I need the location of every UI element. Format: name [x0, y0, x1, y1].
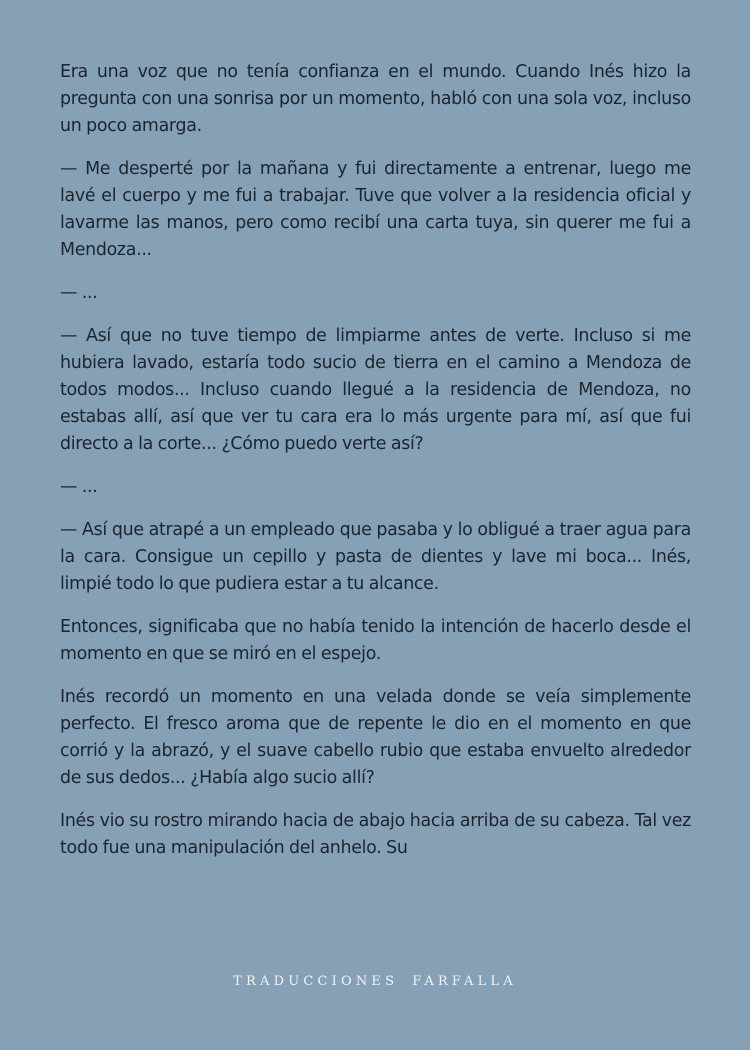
page-footer	[0, 974, 750, 989]
footer-brand-word-1: TRADUCCIONES	[233, 974, 399, 989]
paragraph-6-dialogue: — Así que atrapé a un empleado que pasaba y lo obligué a traer agua para la cara. Consigue un cepillo y pasta de dientes y lave mi boca... Inés, limpié todo lo que pudiera estar a tu alcance.	[60, 520, 691, 594]
paragraph-8: Inés recordó un momento en una velada donde se veía simplemente perfecto. El fresco aroma que de repente le dio en el momento en que corrió y la abrazó, y el suave cabello rubio que estaba envuelto alrededor de sus dedos... ¿Había algo sucio allí?	[60, 687, 691, 788]
paragraph-9-continued: Inés vio su rostro mirando hacia de abajo hacia arriba de su cabeza. Tal vez todo fue una manipulación del anhelo. Su	[60, 811, 691, 858]
paragraph-3-dialogue: — ...	[60, 283, 98, 303]
paragraph-4-dialogue: — Así que no tuve tiempo de limpiarme antes de verte. Incluso si me hubiera lavado, estaría todo sucio de tierra en el camino a Mendoza de todos modos... Incluso cuando llegué a la residencia de Mendoza, no estabas allí, así que ver tu cara era lo más urgente para mí, así que fui directo a la corte... ¿Cómo puedo verte así?	[60, 326, 691, 454]
document-page	[60, 59, 691, 878]
paragraph-5-dialogue: — ...	[60, 477, 98, 497]
paragraph-2-dialogue: — Me desperté por la mañana y fui directamente a entrenar, luego me lavé el cuerpo y me fui a trabajar. Tuve que volver a la residencia oficial y lavarme las manos, pero como recibí una carta tuya, sin querer me fui a Mendoza...	[60, 159, 691, 260]
paragraph-1: Era una voz que no tenía confianza en el mundo. Cuando Inés hizo la pregunta con una sonrisa por un momento, habló con una sola voz, incluso un poco amarga.	[60, 62, 691, 136]
footer-brand-word-2: FARFALLA	[412, 974, 517, 989]
paragraph-7: Entonces, significaba que no había tenido la intención de hacerlo desde el momento en que se miró en el espejo.	[60, 617, 691, 664]
